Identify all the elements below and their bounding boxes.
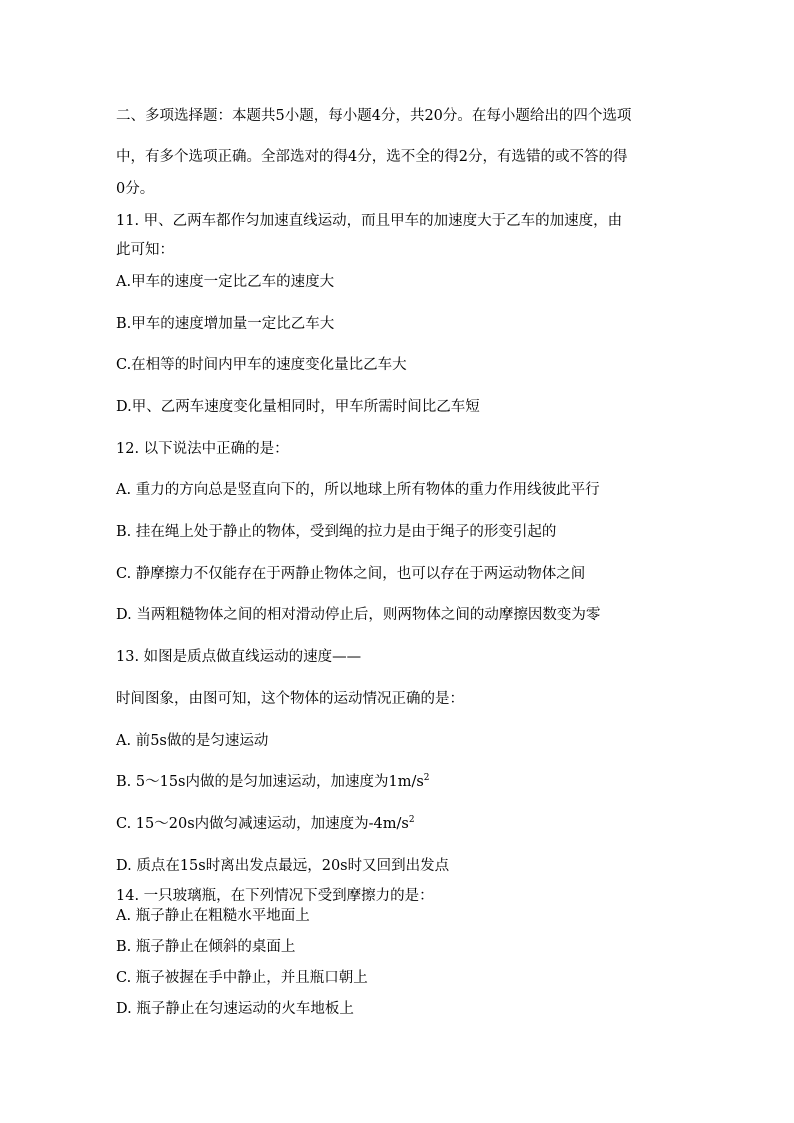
- option-b-text: B. 5～15s内做的是匀加速运动，加速度为1m/s: [116, 774, 424, 790]
- option-b: B.甲车的速度增加量一定比乙车大: [116, 316, 335, 332]
- option-c: [116, 814, 415, 834]
- option-d: D. 当两粗糙物体之间的相对滑动停止后，则两物体之间的动摩擦因数变为零: [116, 607, 601, 623]
- option-d: D. 质点在15s时离出发点最远，20s时又回到出发点: [116, 858, 450, 874]
- superscript: 2: [408, 815, 415, 825]
- question-stem: 11. 甲、乙两车都作匀加速直线运动，而且甲车的加速度大于乙车的加速度，由: [116, 213, 623, 229]
- option-c: C. 静摩擦力不仅能存在于两静止物体之间，也可以存在于两运动物体之间: [116, 566, 586, 582]
- superscript: 2: [423, 773, 430, 783]
- question-stem: 此可知：: [116, 242, 174, 258]
- option-a: A. 重力的方向总是竖直向下的，所以地球上所有物体的重力作用线彼此平行: [116, 482, 600, 498]
- option-a: A. 瓶子静止在粗糙水平地面上: [116, 908, 310, 924]
- section-header-line: 中，有多个选项正确。全部选对的得4分，选不全的得2分，有选错的或不答的得: [116, 149, 628, 165]
- option-c: C.在相等的时间内甲车的速度变化量比乙车大: [116, 357, 407, 373]
- section-header-line: 二、多项选择题：本题共5小题，每小题4分，共20分。在每小题给出的四个选项: [116, 108, 632, 124]
- option-d: D.甲、乙两车速度变化量相同时，甲车所需时间比乙车短: [116, 399, 480, 415]
- option-d: D. 瓶子静止在匀速运动的火车地板上: [116, 1001, 354, 1017]
- option-b: B. 挂在绳上处于静止的物体，受到绳的拉力是由于绳子的形变引起的: [116, 524, 557, 540]
- question-stem: 时间图象，由图可知，这个物体的运动情况正确的是：: [116, 691, 464, 707]
- question-stem: 13. 如图是质点做直线运动的速度——: [116, 649, 362, 665]
- question-stem: 14. 一只玻璃瓶，在下列情况下受到摩擦力的是：: [116, 888, 434, 904]
- option-a: A. 前5s做的是匀速运动: [116, 733, 269, 749]
- option-a: A.甲车的速度一定比乙车的速度大: [116, 274, 335, 290]
- option-b: [116, 772, 430, 792]
- option-b: B. 瓶子静止在倾斜的桌面上: [116, 939, 296, 955]
- option-c-text: C. 15～20s内做匀减速运动，加速度为-4m/s: [116, 816, 409, 832]
- question-stem: 12. 以下说法中正确的是：: [116, 441, 289, 457]
- section-header-line: 0分。: [116, 181, 155, 197]
- option-c: C. 瓶子被握在手中静止，并且瓶口朝上: [116, 970, 368, 986]
